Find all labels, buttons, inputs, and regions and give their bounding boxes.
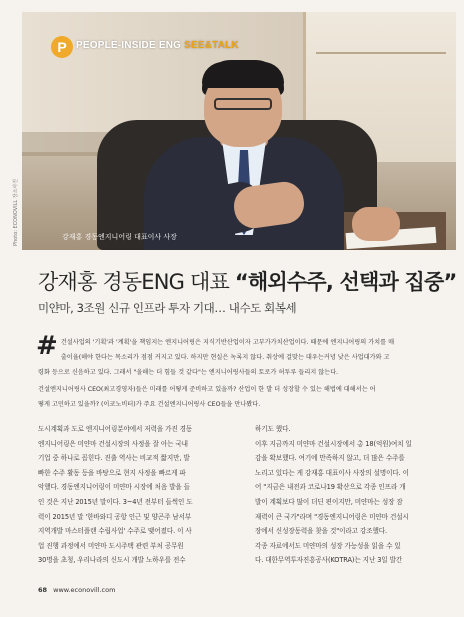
- body-column-right: [255, 422, 450, 568]
- body-line: 인 것은 지난 2015년 말이다. 3~4년 전부터 들썩인 도: [38, 497, 193, 506]
- body-line: 장에서 신성장동력을 찾을 것"이라고 강조했다.: [255, 527, 388, 536]
- body-line: 엔지니어링은 미얀마 건설시장의 사정을 잘 아는 국내: [38, 439, 188, 448]
- section-label: PEOPLE-INSIDE ENG SEE&TALK: [76, 40, 239, 51]
- body-line: 업 진행 과정에서 미얀마 도시주택 관련 부처 공무원: [38, 541, 184, 550]
- body-line: 발이 계획보다 많이 더딘 편이지만, 미얀마는 성장 잠: [255, 497, 403, 506]
- body-line: 하기도 했다.: [255, 425, 291, 433]
- series-see: SEE&TALK: [184, 40, 239, 51]
- series-eng: ENG: [158, 40, 182, 51]
- page-footer: [38, 586, 115, 594]
- article-subtitle: 미얀마, 3조원 신규 인프라 투자 기대… 내수도 회복세: [38, 301, 297, 315]
- question-line: 떻게 고민하고 있을까? (이코노비터)가 주요 건설엔지니어링사 CEO들을 만나봤다.: [38, 401, 261, 408]
- body-line: 도시계획과 도로 엔지니어링분야에서 저력을 가진 경동: [38, 425, 193, 433]
- body-line: 빠한 수주 활동 등을 바탕으로 현지 사정을 빠르게 파: [38, 468, 186, 477]
- body-column-left: [38, 422, 233, 568]
- photo-caption: 강재홍 경동엔지니어링 대표이사 사장: [62, 233, 177, 241]
- photo-credit: Photo: ECONOVILL 장소사진: [13, 178, 19, 246]
- body-line: 재력이 큰 국가"라며 "경동엔지니어링은 미얀마 건설시: [255, 512, 409, 521]
- section-badge-icon: P: [51, 36, 73, 58]
- article-title: 강재홍 경동ENG 대표 “해외수주, 선택과 집중”: [38, 270, 457, 294]
- hash-mark: #: [36, 331, 58, 361]
- body-line: 어 "지금은 내전과 코로나19 확산으로 각종 인프라 개: [255, 483, 406, 492]
- article-lead: [36, 331, 454, 412]
- body-line: 악했다. 경동엔지니어링이 미얀마 시장에 처음 발을 들: [38, 483, 190, 492]
- body-line: 이후 지금까지 미얀마 건설시장에서 총 18(억원)여치 일: [255, 439, 412, 448]
- page-number: 68: [38, 586, 48, 594]
- body-line: 다. 대한무역투자진흥공사(KOTRA)는 지난 3일 발간: [255, 556, 403, 565]
- body-line: 지역개발 마스터플랜 수립사업' 수주로 맺어졌다. 이 사: [38, 527, 192, 536]
- body-line: 30명을 초청, 우리나라의 신도시 개발 노하우를 전수: [38, 556, 186, 565]
- website-link[interactable]: www.econovill.com: [53, 586, 116, 594]
- body-line: 노리고 있다는 게 강재홍 대표이사 사장의 설명이다. 이: [255, 468, 409, 477]
- body-line: 감을 확보했다. 여기에 만족하지 않고, 더 많은 수주를: [255, 454, 405, 463]
- question-line: 건설엔지니어링사 CEO(최고경영자)들은 미래를 어떻게 준비하고 있을까? 산업이 한 발 더 성장할 수 있는 해법에 대해서는 어: [38, 386, 376, 393]
- body-line: 각종 자료에서도 미얀마의 성장 가능성을 읽을 수 있: [255, 541, 401, 550]
- lead-line: 출이율(해야 한다는 목소리가 점점 커지고 있다. 하지만 현실은 녹록지 않다. 취상에 걸맞는 대우는커녕 낮은 사업대가와 고: [60, 354, 390, 361]
- lead-line: 건설사업의 '기획'과 '계획'을 책임지는 엔지니어링은 지식기반산업이자 고부가가치산업이다. 때문에 엔지니어링의 가치를 매: [60, 339, 395, 346]
- lead-line: 령화 등으로 신음하고 있다. 그래서 "올해는 더 힘들 것 같다"는 엔지니어링사들의 토로가 허투루 들리지 않는다.: [38, 369, 339, 376]
- body-line: 기업 중 하나로 꼽힌다. 진출 역사는 비교적 짧지만, 발: [38, 454, 190, 463]
- body-line: 력이 2015년 말 '한바와디 공항 인근 및 양곤주 남서부: [38, 512, 192, 521]
